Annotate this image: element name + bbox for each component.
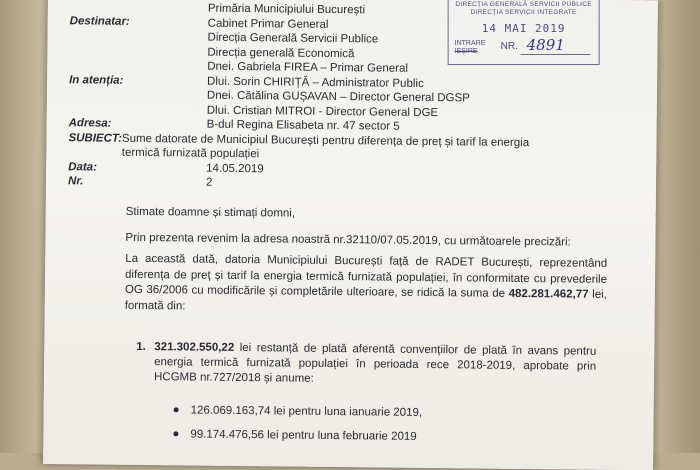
adresa-label: Adresa: [68, 117, 112, 130]
atentia-line: Dlui. Cristian MITROI - Director General DGE [206, 104, 439, 119]
stamp-iesire: IEȘIRE [454, 47, 478, 55]
data-value: 14.05.2019 [206, 162, 264, 175]
bullet-text: 126.069.163,74 lei pentru luna ianuarie 2019, [190, 404, 423, 419]
adresa-value: B-dul Regina Elisabeta nr. 47 sector 5 [206, 118, 400, 133]
subiect-line: Sume datorate de Municipiul București pentru diferența de preț și tarif la energia [121, 132, 530, 149]
list-item-description: lei restanță de plată aferentă convențiilor de plată în avans pentru energia termică furnizată populației în perioada rece 2018-2019, aprobate prin HCGMB nr.727/2018 și anume: [153, 341, 597, 385]
stamp-handwritten-number: 4891 [526, 35, 565, 54]
destinatar-label: Destinatar: [69, 15, 130, 28]
stamp-nr-label: NR. [500, 40, 518, 52]
nr-label: Nr. [67, 175, 84, 188]
destinatar-line: Direcția generală Economică [207, 46, 355, 60]
destinatar-line: Cabinet Primar General [207, 17, 329, 31]
atentia-line: Dnei. Cătălina GUȘAVAN – Director General DGSP [206, 89, 470, 105]
stamp-department: DIRECȚIA SERVICII INTEGRATE [470, 8, 577, 16]
subiect-row [68, 131, 530, 164]
list-item [136, 340, 596, 390]
nr-value: 2 [205, 176, 213, 189]
registration-stamp [448, 0, 600, 65]
debt-paragraph-text: La această dată, datoria Municipiului București față de RADET București, reprezentând diferența de preț și tarif la energia termică furnizată populației, în conformitate cu prevederile OG 36/2006 cu modificările și completările ulterioare, se ridică la suma de [124, 252, 608, 300]
list-item-text [154, 340, 596, 390]
stamp-date: 14 MAI 2019 [481, 21, 566, 35]
bullet-item [174, 403, 423, 421]
destinatar-line: Direcția Generală Servicii Publice [207, 31, 379, 46]
bullet-icon [173, 432, 178, 437]
list-item-amount: 321.302.550,22 [154, 341, 235, 354]
bullet-icon [174, 408, 179, 413]
atentia-value [207, 74, 489, 120]
debt-paragraph-tail: lei, formată din: [124, 288, 607, 312]
destinatar-row [69, 0, 490, 77]
subiect-value [122, 131, 562, 165]
stamp-institution: DIRECȚIA GENERALĂ SERVICII PUBLICE [455, 0, 592, 8]
stamp-intrare: INTRARE [454, 39, 486, 47]
stamp-number-underline [521, 54, 591, 55]
subiect-label: SUBIECT: [68, 131, 123, 145]
bullet-item [173, 427, 417, 445]
atentia-row [69, 73, 489, 121]
intro-sentence: Prin prezenta revenim la adresa noastră nr.32110/07.05.2019, cu următoarele precizări: [125, 231, 571, 249]
document-page [43, 0, 658, 470]
subiect-line: termică furnizată populației [121, 146, 260, 161]
destinatar-line: Dnei. Gabriela FIREA – Primar General [207, 60, 409, 75]
debt-paragraph [125, 252, 608, 319]
stamp-direction [455, 40, 486, 56]
total-debt-amount: 482.281.462,77 [508, 287, 589, 301]
data-label: Data: [68, 160, 98, 174]
destinatar-line: Primăria Municipiului București [207, 2, 366, 17]
list-item-number: 1. [136, 340, 146, 354]
atentia-label: In atenția: [69, 73, 124, 87]
bullet-text: 99.174.476,56 lei pentru luna februarie 2019 [190, 428, 417, 443]
atentia-line: Dlui. Sorin CHIRIȚĂ – Administrator Public [207, 75, 424, 90]
nr-row [68, 174, 488, 193]
greeting: Stimate doamne și stimați domni, [125, 205, 296, 220]
